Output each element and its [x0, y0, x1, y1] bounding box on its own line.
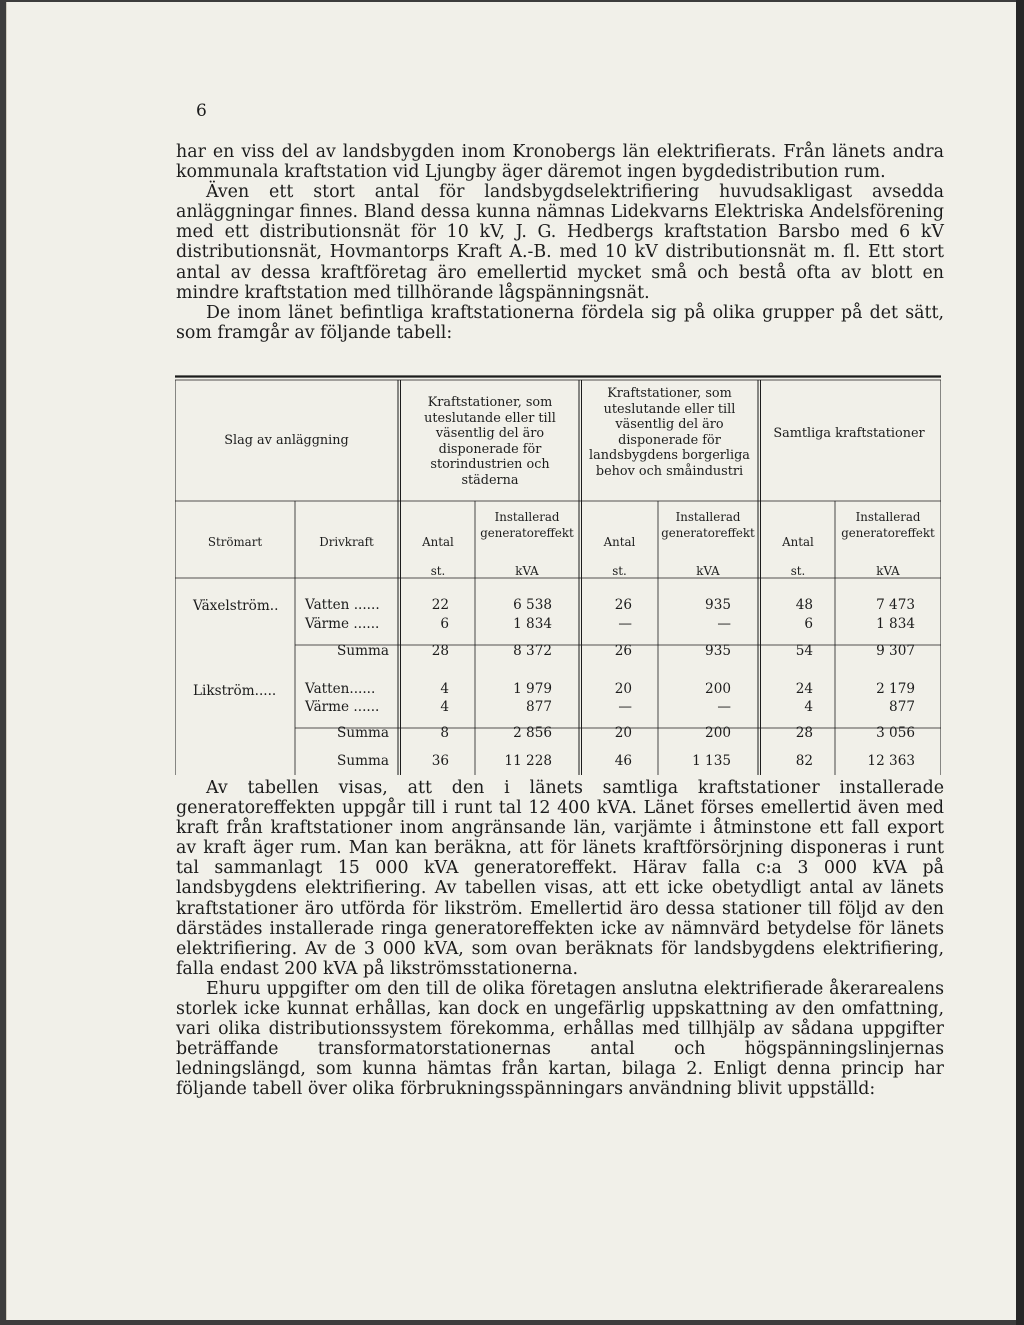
unit-antal: st. — [612, 564, 627, 578]
cell-drivkraft: Summa — [337, 725, 389, 741]
cell-a2: 26 — [614, 643, 632, 659]
cell-e2: 200 — [705, 725, 731, 741]
cell-a1: 36 — [431, 753, 449, 769]
col-antal: Antal — [422, 535, 454, 549]
col-drivkraft: Drivkraft — [319, 535, 374, 549]
text-block-top — [176, 142, 944, 343]
cell-e2: 1 135 — [692, 753, 731, 769]
paragraph: Ehuru uppgifter om den till de olika företagen anslutna elektrifierade åkerarealens storlek icke kunnat erhållas, kan dock en ungefärlig uppskattning av den omfattning, vari olika distributionssystem förekomma, erhållas med tillhjälp av sådana uppgifter beträffande transformatorstationernas antal och högspänningslinjernas ledningslängd, som kunna hämtas från kartan, bilaga 2. Enligt denna princip har följande tabell över olika förbrukningsspänningars användning blivit uppställd: — [176, 978, 944, 1100]
cell-a3: 28 — [795, 725, 813, 741]
cell-a1: 4 — [440, 681, 449, 697]
cell-a2: — — [618, 616, 632, 632]
cell-a2: 20 — [614, 725, 632, 741]
col-stromart: Strömart — [207, 535, 263, 549]
cell-a3: 82 — [795, 753, 813, 769]
stromart-likstrom: Likström..... — [193, 683, 277, 699]
cell-a2: 46 — [614, 753, 632, 769]
header-group-all: Samtliga kraftstationer — [773, 426, 925, 441]
cell-drivkraft: Summa — [337, 643, 389, 659]
cell-e3: 2 179 — [876, 681, 915, 697]
power-stations-table — [175, 375, 941, 775]
col-antal: Antal — [603, 535, 636, 549]
text-block-bottom — [176, 778, 944, 1100]
stromart-vaxelstrom: Växelström.. — [193, 598, 279, 614]
cell-a2: 26 — [614, 597, 632, 613]
cell-e1: 1 979 — [513, 681, 552, 697]
cell-e3: 9 307 — [876, 643, 915, 659]
unit-effekt: kVA — [696, 564, 720, 578]
cell-e3: 12 363 — [867, 753, 915, 769]
col-effekt: Installerad generatoreffekt — [661, 510, 755, 540]
cell-a1: 22 — [431, 597, 449, 613]
header-group-industry: Kraftstationer, som uteslutande eller till väsentlig del äro disponerade för storindustrien och städerna — [424, 395, 556, 488]
col-effekt: Installerad generatoreffekt — [480, 510, 574, 540]
cell-a1: 4 — [440, 699, 449, 715]
unit-antal: st. — [430, 564, 446, 578]
cell-drivkraft: Värme ...... — [305, 699, 380, 715]
cell-e1: 11 228 — [504, 753, 552, 769]
page-number: 6 — [196, 101, 207, 121]
header-slag: Slag av anläggning — [224, 433, 349, 448]
unit-effekt: kVA — [515, 564, 539, 578]
cell-a3: 4 — [804, 699, 813, 715]
cell-drivkraft: Värme ...... — [305, 616, 380, 632]
header-group-rural: Kraftstationer, som uteslutande eller till väsentlig del äro disponerade för landsbygdens borgerliga behov och småindustri — [589, 386, 750, 479]
cell-e2: 200 — [705, 681, 731, 697]
cell-e3: 1 834 — [876, 616, 915, 632]
col-antal: Antal — [782, 535, 814, 549]
paragraph: har en viss del av landsbygden inom Kronobergs län elektrifierats. Från länets andra kommunala kraftstation vid Ljungby äger däremot ingen bygdedistribution rum. — [176, 142, 944, 183]
page-edge-shadow — [1016, 0, 1024, 1325]
cell-a1: 8 — [440, 725, 449, 741]
cell-a2: 20 — [614, 681, 632, 697]
cell-drivkraft: Summa — [337, 753, 389, 769]
cell-e1: 2 856 — [513, 725, 552, 741]
cell-e3: 3 056 — [876, 725, 915, 741]
cell-a3: 6 — [804, 616, 813, 632]
cell-a3: 24 — [795, 681, 813, 697]
paragraph: Även ett stort antal för landsbygdselektrifiering huvudsakligast avsedda anläggningar finnes. Bland dessa kunna nämnas Lidekvarns Elektriska Andelsförening med ett distributionsnät för 10 kV, J. G. Hedbergs kraftstation Barsbo med 6 kV distributionsnät, Hovmantorps Kraft A.-B. med 10 kV distributionsnät m. fl. Ett stort antal av dessa kraftföretag äro emellertid mycket små och bestå ofta av blott en mindre kraftstation med tillhörande lågspänningsnät. — [176, 182, 944, 303]
cell-e3: 877 — [889, 699, 915, 715]
cell-drivkraft: Vatten...... — [305, 681, 376, 697]
col-effekt: Installerad generatoreffekt — [841, 510, 935, 540]
cell-e1: 1 834 — [513, 616, 552, 632]
cell-e1: 877 — [526, 699, 552, 715]
cell-e1: 8 372 — [513, 643, 552, 659]
cell-e2: 935 — [705, 597, 731, 613]
cell-a2: — — [618, 699, 632, 715]
unit-effekt: kVA — [876, 564, 900, 578]
cell-a3: 54 — [795, 643, 813, 659]
cell-e2: — — [717, 699, 731, 715]
cell-a1: 6 — [440, 616, 449, 632]
paragraph: Av tabellen visas, att den i länets samtliga kraftstationer installerade generatoreffekten uppgår till i runt tal 12 400 kVA. Länet förses emellertid även med kraft från kraftstationer inom angränsande län, varjämte i åtminstone ett fall export av kraft äger rum. Man kan beräkna, att för länets kraftförsörjning disponeras i runt tal sammanlagt 15 000 kVA generatoreffekt. Härav falla c:a 3 000 kVA på landsbygdens elektrifiering. Av tabellen visas, att ett icke obetydligt antal av länets kraftstationer äro utförda för likström. Emellertid äro dessa stationer till följd av den därstädes installerade ringa generatoreffekten icke av nämnvärd betydelse för länets elektrifiering. Av de 3 000 kVA, som ovan beräknats för landsbygdens elektrifiering, falla endast 200 kVA på likströmsstationerna. — [176, 778, 944, 979]
cell-e1: 6 538 — [513, 597, 552, 613]
cell-e3: 7 473 — [876, 597, 915, 613]
cell-e2: — — [717, 616, 731, 632]
cell-e2: 935 — [705, 643, 731, 659]
cell-drivkraft: Vatten ...... — [305, 597, 380, 613]
paragraph: De inom länet befintliga kraftstationerna fördela sig på olika grupper på det sätt, som framgår av följande tabell: — [176, 302, 944, 343]
cell-a1: 28 — [431, 643, 449, 659]
cell-a3: 48 — [795, 597, 813, 613]
unit-antal: st. — [790, 564, 806, 578]
